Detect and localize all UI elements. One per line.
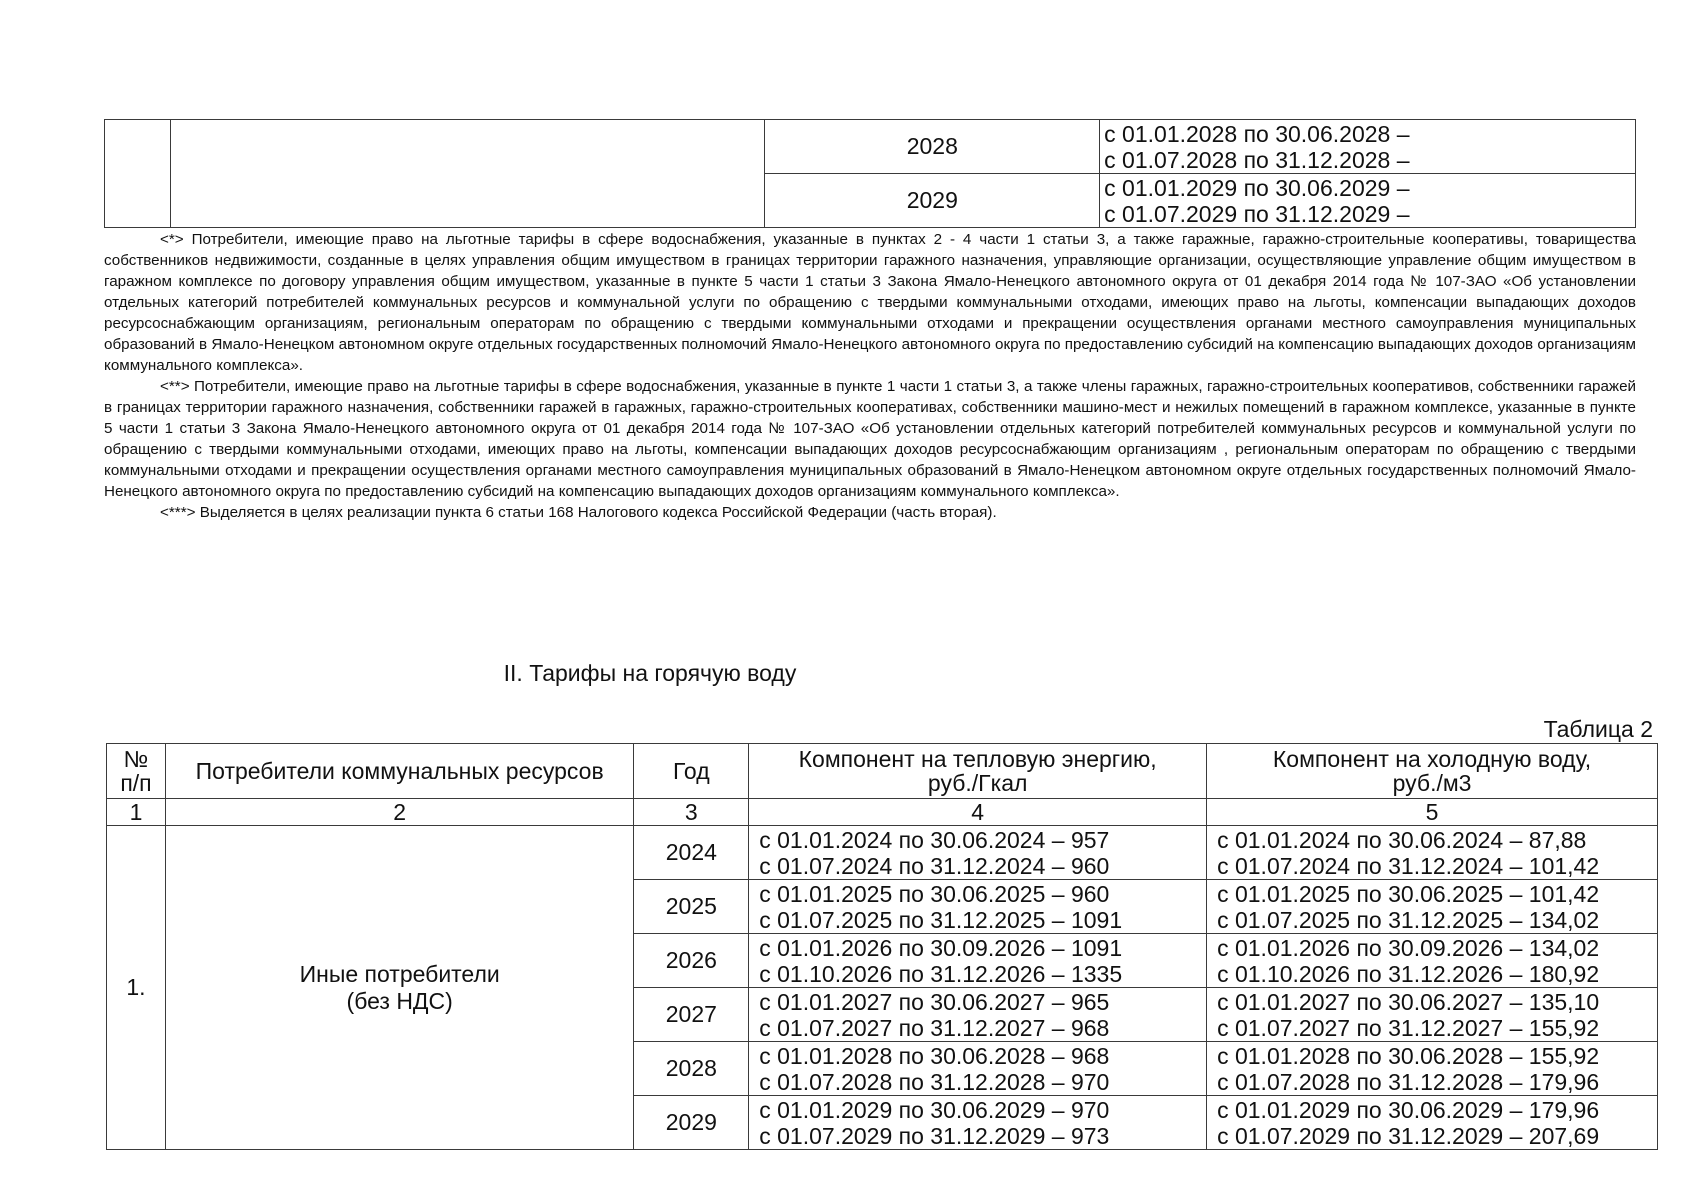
row-number-cell: 1. bbox=[107, 826, 166, 1150]
cold-water-tariff-cell: с 01.01.2029 по 30.06.2029 – 179,96 с 01.07.2029 по 31.12.2029 – 207,69 bbox=[1207, 1096, 1658, 1150]
table-label: Таблица 2 bbox=[1543, 716, 1653, 742]
cold-water-tariff-cell: с 01.01.2024 по 30.06.2024 – 87,88 с 01.07.2024 по 31.12.2024 – 101,42 bbox=[1207, 826, 1658, 880]
heat-tariff-cell: с 01.01.2028 по 30.06.2028 – 968 с 01.07.2028 по 31.12.2028 – 970 bbox=[749, 1042, 1207, 1096]
header-cold-water-component: Компонент на холодную воду, руб./м3 bbox=[1207, 744, 1658, 799]
column-number: 3 bbox=[634, 799, 749, 826]
column-number: 5 bbox=[1207, 799, 1658, 826]
empty-consumer-cell bbox=[170, 120, 764, 228]
cold-water-tariff-cell: с 01.01.2025 по 30.06.2025 – 101,42 с 01.07.2025 по 31.12.2025 – 134,02 bbox=[1207, 880, 1658, 934]
tariff-periods-cell bbox=[1100, 120, 1636, 174]
footnotes bbox=[104, 229, 1636, 523]
section-title: II. Тарифы на горячую воду bbox=[503, 660, 797, 686]
year-cell: 2028 bbox=[634, 1042, 749, 1096]
column-number: 1 bbox=[107, 799, 166, 826]
heat-tariff-cell: с 01.01.2027 по 30.06.2027 – 965 с 01.07.2027 по 31.12.2027 – 968 bbox=[749, 988, 1207, 1042]
heat-tariff-cell: с 01.01.2025 по 30.06.2025 – 960 с 01.07.2025 по 31.12.2025 – 1091 bbox=[749, 880, 1207, 934]
tariff-period: с 01.07.2028 по 31.12.2028 – bbox=[1104, 146, 1410, 173]
table-row bbox=[105, 120, 1636, 174]
empty-num-cell bbox=[105, 120, 171, 228]
year-cell: 2029 bbox=[634, 1096, 749, 1150]
year-cell: 2028 bbox=[765, 120, 1100, 174]
year-cell: 2027 bbox=[634, 988, 749, 1042]
tariff-period: с 01.07.2029 по 31.12.2029 – bbox=[1104, 200, 1410, 227]
heat-tariff-cell: с 01.01.2029 по 30.06.2029 – 970 с 01.07.2029 по 31.12.2029 – 973 bbox=[749, 1096, 1207, 1150]
heat-tariff-cell: с 01.01.2026 по 30.09.2026 – 1091 с 01.10.2026 по 31.12.2026 – 1335 bbox=[749, 934, 1207, 988]
water-supply-table-continuation bbox=[104, 119, 1636, 228]
hot-water-tariffs-table bbox=[106, 743, 1658, 1150]
heat-tariff-cell: с 01.01.2024 по 30.06.2024 – 957 с 01.07.2024 по 31.12.2024 – 960 bbox=[749, 826, 1207, 880]
footnote-3: <***> Выделяется в целях реализации пункта 6 статьи 168 Налогового кодекса Российской Федерации (часть вторая). bbox=[160, 504, 997, 521]
year-cell: 2025 bbox=[634, 880, 749, 934]
cold-water-tariff-cell: с 01.01.2027 по 30.06.2027 – 135,10 с 01.07.2027 по 31.12.2027 – 155,92 bbox=[1207, 988, 1658, 1042]
consumer-cell: Иные потребители (без НДС) bbox=[165, 826, 633, 1150]
column-number-row bbox=[107, 799, 1658, 826]
header-year: Год bbox=[634, 744, 749, 799]
table-row bbox=[107, 826, 1658, 880]
tariff-periods-cell bbox=[1100, 174, 1636, 228]
footnote-2: <**> Потребители, имеющие право на льготные тарифы в сфере водоснабжения, указанные в пункте 1 части 1 статьи 3, а также члены гаражных, гаражно-строительных кооперативов, собственники гаражей в границах территории гаражного назначения, собственники гаражей в гаражных, гаражно-строительных кооперативах, собственники машино-мест и нежилых помещений в гаражном комплексе, указанные в пункте 5 части 1 статьи 3 Закона Ямало-Ненецкого автономного округа от 01 декабря 2014 года № 107-ЗАО «Об установлении отдельных категорий потребителей коммунальных ресурсов и коммунальной услуги по обращению с твердыми коммунальными отходами, имеющих право на льготы, компенсации выпадающих доходов ресурсоснабжающим организациям , региональным операторам по обращению с твердыми коммунальными отходами и прекращении осуществления органами местного самоуправления муниципальных образований в Ямало-Ненецком автономном округе отдельных государственных полномочий Ямало-Ненецкого автономного округа по предоставлению субсидий на компенсацию выпадающих доходов организациям коммунального комплекса». bbox=[104, 378, 1636, 500]
column-number: 4 bbox=[749, 799, 1207, 826]
header-number: № п/п bbox=[107, 744, 166, 799]
cold-water-tariff-cell: с 01.01.2026 по 30.09.2026 – 134,02 с 01.10.2026 по 31.12.2026 – 180,92 bbox=[1207, 934, 1658, 988]
tariff-period: с 01.01.2028 по 30.06.2028 – bbox=[1104, 120, 1410, 147]
tariff-period: с 01.01.2029 по 30.06.2029 – bbox=[1104, 174, 1410, 201]
header-consumers: Потребители коммунальных ресурсов bbox=[165, 744, 633, 799]
header-heat-component: Компонент на тепловую энергию, руб./Гкал bbox=[749, 744, 1207, 799]
cold-water-tariff-cell: с 01.01.2028 по 30.06.2028 – 155,92 с 01.07.2028 по 31.12.2028 – 179,96 bbox=[1207, 1042, 1658, 1096]
column-number: 2 bbox=[165, 799, 633, 826]
year-cell: 2026 bbox=[634, 934, 749, 988]
year-cell: 2029 bbox=[765, 174, 1100, 228]
footnote-1: <*> Потребители, имеющие право на льготные тарифы в сфере водоснабжения, указанные в пунктах 2 - 4 части 1 статьи 3, а также гаражные, гаражно-строительные кооперативы, товарищества собственников недвижимости, созданные в целях управления общим имуществом в границах территории гаражного назначения, управляющие организации, осуществляющие управление общим имуществом в гаражном комплексе по договору управления общим имуществом, указанные в пункте 5 части 1 статьи 3 Закона Ямало-Ненецкого автономного округа от 01 декабря 2014 года № 107-ЗАО «Об установлении отдельных категорий потребителей коммунальных ресурсов и коммунальной услуги по обращению с твердыми коммунальными отходами, имеющих право на льготы, компенсации выпадающих доходов ресурсоснабжающим организациям, региональным операторам по обращению с твердыми коммунальными отходами и прекращении осуществления органами местного самоуправления муниципальных образований в Ямало-Ненецком автономном округе отдельных государственных полномочий Ямало-Ненецкого автономного округа по предоставлению субсидий на компенсацию выпадающих доходов организациям коммунального комплекса». bbox=[104, 231, 1636, 374]
table-header-row bbox=[107, 744, 1658, 799]
year-cell: 2024 bbox=[634, 826, 749, 880]
